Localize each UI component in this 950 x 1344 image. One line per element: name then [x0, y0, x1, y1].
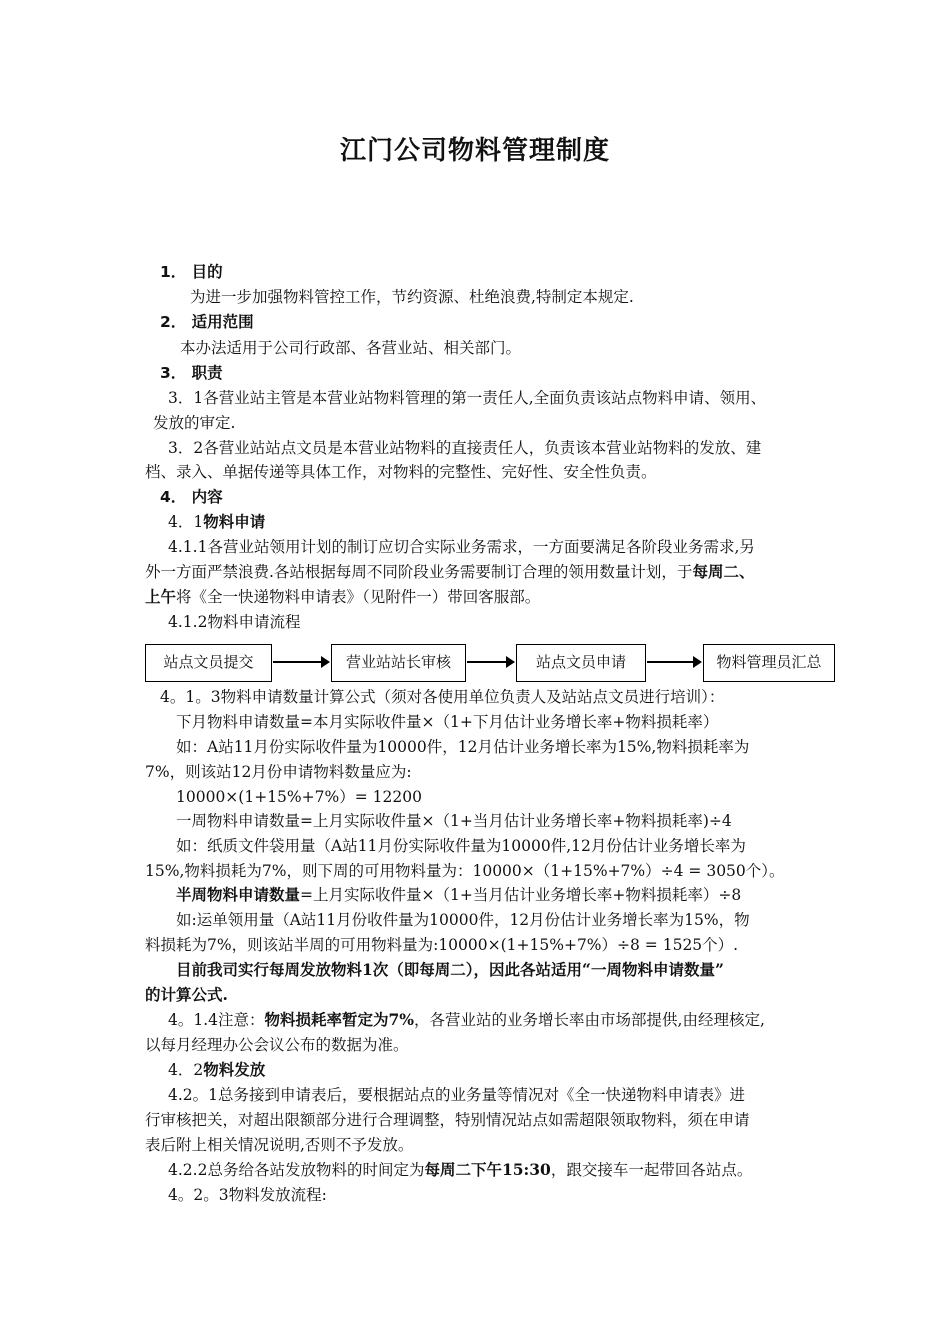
- flow-step-1: 站点文员提交: [145, 644, 272, 682]
- section-4-1-4-label: 4。1.4注意：: [168, 1011, 265, 1029]
- example-1-line-1: 如：A站11月份实际收件量为10000件，12月估计业务增长率为15%,物料损耗率为: [176, 738, 750, 756]
- section-4-2-title: 物料发放: [203, 1061, 266, 1079]
- section-3-2-line-1: 3．2各营业站站点文员是本营业站物料的直接责任人，负责该本营业站物料的发放、建: [168, 439, 762, 457]
- example-2-line-2: 15%,物料损耗为7%，则下周的可用物料量为：10000×（1+15%+7%）÷4 = 3050个）。: [145, 862, 785, 880]
- section-4-1-4-text: ，各营业站的业务增长率由市场部提供,由经理核定,: [414, 1011, 765, 1029]
- section-4-1-1-tail: 将《全一快递物料申请表》（见附件一）带回客服部。: [176, 588, 541, 606]
- section-3-1-line-2: 发放的审定.: [153, 414, 236, 432]
- section-2-heading: 2． 适用范围: [160, 313, 254, 331]
- policy-note-line-1: 目前我司实行每周发放物料1次（即每周二），因此各站适用“一周物料申请数量”: [176, 960, 724, 979]
- section-4-2-3-heading: 4。2。3物料发放流程:: [168, 1186, 327, 1204]
- flow-arrow-3: [647, 661, 700, 663]
- section-4-2-1-line-2: 行审核把关，对超出限额部分进行合理调整，特别情况站点如需超限领取物料，须在申请: [145, 1111, 750, 1129]
- section-3-1-line-1: 3．1各营业站主管是本营业站物料管理的第一责任人,全面负责该站点物料申请、领用、: [168, 389, 767, 407]
- section-4-1-title: 物料申请: [203, 513, 266, 531]
- section-1-text: 为进一步加强物料管控工作，节约资源、杜绝浪费,特制定本规定.: [190, 288, 634, 306]
- section-4-1-3-heading: 4。1。3物料申请数量计算公式（须对各使用单位负责人及站站点文员进行培训）：: [160, 688, 725, 706]
- loss-rate-emphasis: 物料损耗率暂定为7%: [264, 1010, 415, 1029]
- section-4-2-1-line-1: 4.2。1总务接到申请表后，要根据站点的业务量等情况对《全一快递物料申请表》进: [168, 1086, 746, 1104]
- flow-arrow-2: [467, 661, 513, 663]
- example-1-result: 10000×(1+15%+7%）= 12200: [176, 788, 422, 806]
- section-2-text: 本办法适用于公司行政部、各营业站、相关部门。: [180, 339, 522, 357]
- section-4-1-heading: [168, 512, 265, 532]
- section-4-2-number: 4．2: [168, 1061, 204, 1079]
- section-4-1-4-line-2: 以每月经理办公会议公布的数据为准。: [145, 1036, 409, 1054]
- half-week-formula: =上月实际收件量×（1+当月估计业务增长率+物料损耗率）÷8: [300, 886, 742, 904]
- flow-step-2: 营业站站长审核: [331, 644, 466, 682]
- example-1-line-2: 7%，则该站12月份申请物料数量应为:: [145, 763, 412, 781]
- section-4-1-1-line-1: 4.1.1各营业站领用计划的制订应切合实际业务需求，一方面要满足各阶段业务需求,另: [168, 538, 755, 556]
- formula-weekly: 一周物料申请数量=上月实际收件量×（1+当月估计业务增长率+物料损耗率)÷4: [176, 812, 732, 830]
- flow-arrow-1: [273, 661, 328, 663]
- section-4-2-2: [168, 1160, 752, 1180]
- document-title: 江门公司物料管理制度: [339, 136, 610, 166]
- example-2-line-1: 如：纸质文件袋用量（A站11月份实际收件量为10000件,12月份估计业务增长率为: [176, 837, 746, 855]
- section-1-heading: 1． 目的: [160, 263, 223, 281]
- section-3-2-line-2: 档、录入、单据传递等具体工作，对物料的完整性、完好性、安全性负责。: [145, 463, 657, 481]
- section-4-heading: 4． 内容: [160, 488, 223, 506]
- dispatch-time-emphasis: 每周二下午15:30: [424, 1160, 551, 1179]
- morning-emphasis: 上午: [145, 587, 177, 606]
- section-4-2-2-text: 4.2.2总务给各站发放物料的时间定为: [168, 1161, 425, 1179]
- example-3-line-1: 如:运单领用量（A站11月份收件量为10000件，12月份估计业务增长率为15%，物: [176, 911, 750, 929]
- section-4-1-1-line-2: [145, 562, 754, 582]
- section-4-2-2-tail: ，跟交接车一起带回各站点。: [550, 1161, 753, 1179]
- half-week-label: 半周物料申请数量: [176, 885, 301, 904]
- flow-step-3: 站点文员申请: [516, 644, 646, 682]
- section-4-2-heading: [168, 1060, 265, 1080]
- policy-note-line-2: 的计算公式.: [145, 985, 228, 1004]
- section-4-2-1-line-3: 表后附上相关情况说明,否则不予发放。: [145, 1136, 414, 1154]
- section-4-1-number: 4．1: [168, 513, 204, 531]
- request-flowchart: [145, 644, 835, 684]
- section-4-1-2-heading: 4.1.2物料申请流程: [168, 613, 301, 631]
- weekly-day-emphasis: 每周二、: [692, 562, 755, 581]
- flow-step-4: 物料管理员汇总: [703, 644, 835, 682]
- section-4-1-4-line-1: [168, 1010, 765, 1030]
- section-4-1-1-text: 外一方面严禁浪费.各站根据每周不同阶段业务需要制订合理的领用数量计划，于: [145, 563, 693, 581]
- formula-monthly: 下月物料申请数量=本月实际收件量×（1+下月估计业务增长率+物料损耗率）: [176, 713, 719, 731]
- section-3-heading: 3． 职责: [160, 364, 223, 382]
- section-4-1-1-line-3: [145, 587, 540, 607]
- example-3-line-2: 料损耗为7%，则该站半周的可用物料量为:10000×(1+15%+7%）÷8 = 1525个）.: [145, 936, 739, 954]
- formula-half-week: [176, 885, 741, 905]
